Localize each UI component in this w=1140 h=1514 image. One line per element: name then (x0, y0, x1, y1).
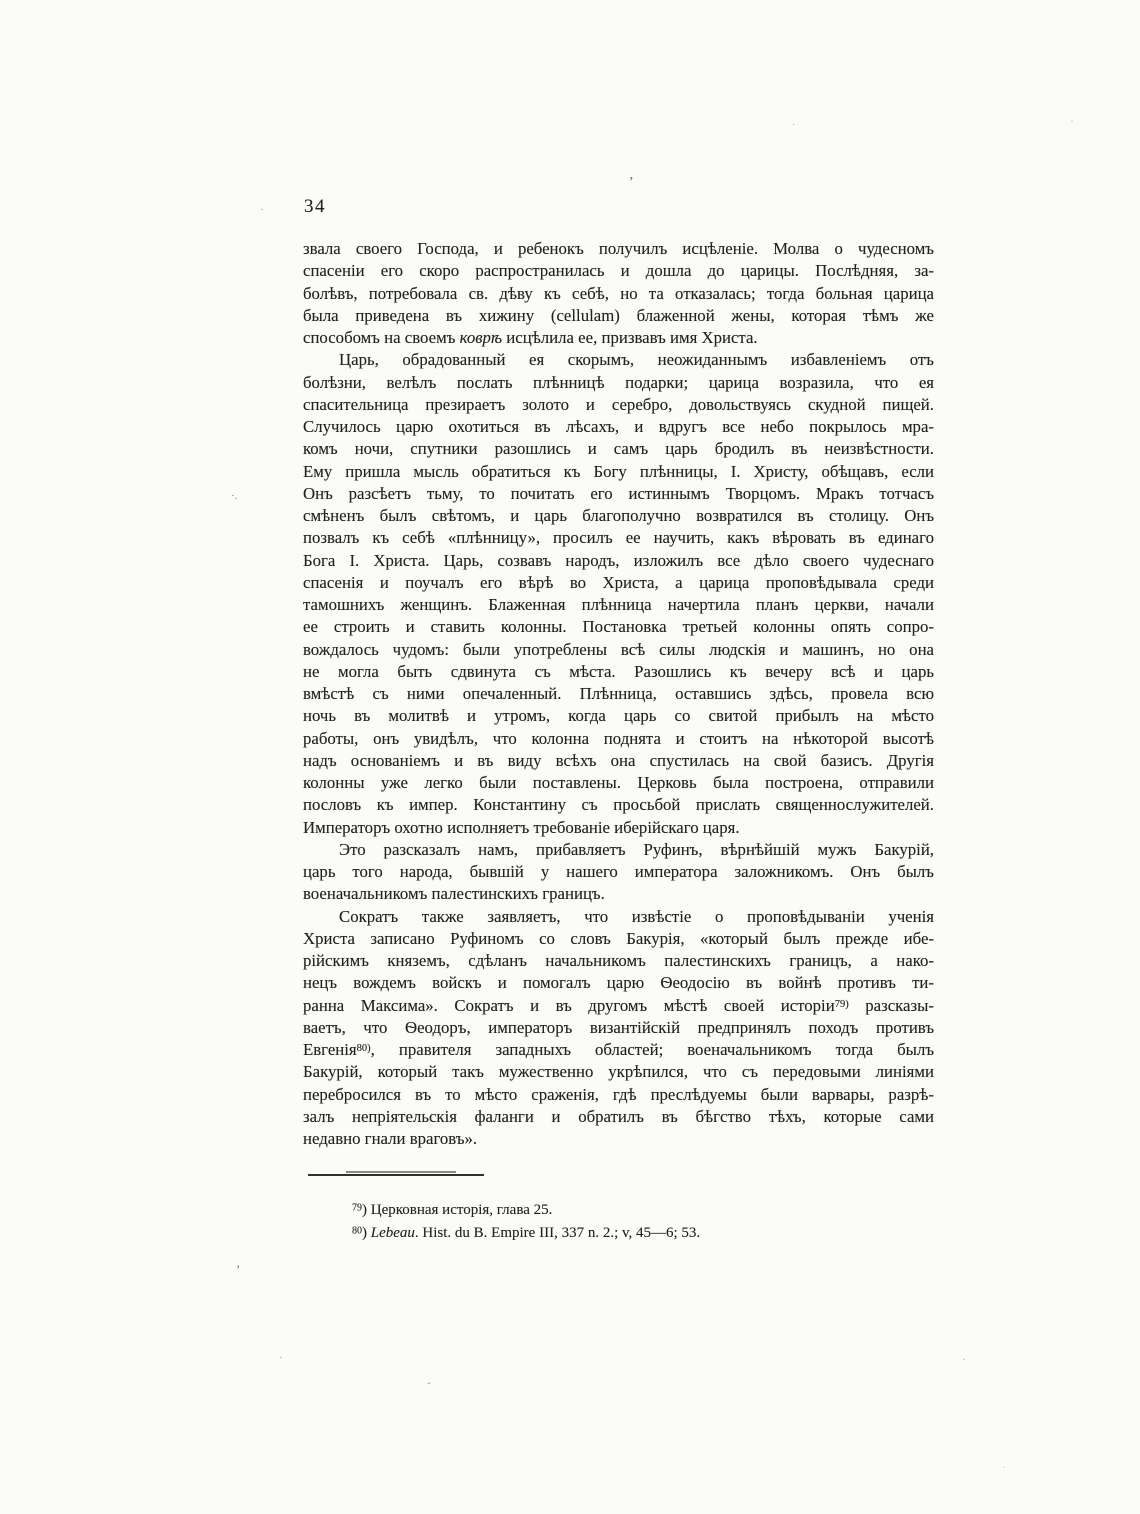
text-line: недавно гнали враговъ». (303, 1129, 478, 1148)
footnote-marker: 79 (352, 1202, 362, 1214)
text-line: ночь въ молитвѣ и утромъ, когда царь со свитой прибылъ на мѣсто (303, 706, 934, 726)
text-line: Евгенія$^{80)}$, правителя западныхъ областей; военачальникомъ тогда былъ (303, 1040, 934, 1059)
text-line: вождалось чудомъ: были употреблены всѣ силы людскія и машинъ, но она (303, 639, 934, 659)
text-line: перебросился въ то мѣсто сраженія, гдѣ преслѣдуемы были варвары, разрѣ- (303, 1084, 934, 1104)
text-line: Бога І. Христа. Царь, созвавъ народъ, изложилъ все дѣло своего чудеснаго (303, 550, 934, 570)
text-line: рійскимъ княземъ, сдѣланъ начальникомъ палестинскихъ границъ, а нако- (303, 951, 934, 970)
scan-speckle: ’ (629, 175, 634, 190)
scan-speckle: · (962, 1354, 966, 1366)
scan-speckle: · (1002, 1463, 1006, 1474)
scan-speckle: · (279, 1352, 283, 1364)
text-line: Случилось царю охотиться въ лѣсахъ, и вдругъ все небо покрылось мра- (303, 417, 934, 436)
footnote: $^{80}$) Lebeau. Hist. du B. Empire III, 337 n. 2.; v, 45—6; 53. (352, 1225, 701, 1241)
text-line: залъ непріятельскія фаланги и обратилъ въ бѣгство тѣхъ, которые сами (303, 1106, 934, 1126)
footnote: $^{79}$) Церковная исторія, глава 25. (352, 1202, 553, 1218)
text-line: болѣвъ, потребовала св. дѣву къ себѣ, но та отказалась; тогда больная царица (303, 283, 934, 303)
text-line: спасительница презираетъ золото и серебро, довольствуясь скудной пищей. (303, 394, 934, 414)
text-line: Христа записано Руфиномъ со словъ Бакурія, «который былъ прежде ибе- (303, 928, 934, 948)
footnote-separator-rule (308, 1174, 484, 1176)
text-line: комъ ночи, спутники разошлись и самъ царь бродилъ въ неизвѣстности. (303, 439, 934, 459)
text-line: пословъ къ импер. Константину съ просьбой прислать священнослужителей. (303, 795, 934, 815)
text-line: болѣзни, велѣлъ послать плѣнницѣ подарки; царица возразила, что ея (303, 372, 934, 392)
text-line: Бакурій, который такъ мужественно укрѣпился, что съ передовыми линіями (303, 1062, 934, 1082)
page-number: 34 (304, 196, 326, 217)
footnote-marker: 80 (352, 1225, 362, 1237)
text-line: Это разсказалъ намъ, прибавляетъ Руфинъ, вѣрнѣйшій мужъ Бакурій, (339, 839, 934, 859)
text-line: военачальникомъ палестинскихъ границъ. (303, 884, 605, 904)
scan-speckle: · (1070, 114, 1074, 128)
text-line: спасеніи его скоро распространилась и дошла до царицы. Послѣдняя, за- (303, 261, 934, 281)
paragraph (303, 906, 934, 1151)
body-text (303, 238, 934, 1150)
text-line: ее строить и ставить колонны. Постановка третьей колонны опять сопро- (303, 617, 934, 637)
text-line: способомъ на своемъ коврѣ исцѣлила ее, призвавъ имя Христа. (303, 328, 758, 347)
scan-speckle: · (260, 202, 264, 216)
text-line: работы, онъ увидѣлъ, что колонна поднята и стоитъ на нѣкоторой высотѣ (303, 728, 934, 748)
scan-speckle: ˇ (427, 1381, 431, 1393)
text-line: надъ основаніемъ и въ виду всѣхъ она спустилась на свой базисъ. Другія (303, 750, 934, 770)
text-line: колонны уже легко были поставлены. Церковь была построена, отправили (303, 773, 934, 792)
text-line: была приведена въ хижину (cellulam) блаженной жены, которая тѣмъ же (303, 305, 934, 325)
text-line: спасенія и поучалъ его вѣрѣ во Христа, а царица проповѣдывала среди (303, 572, 934, 592)
paragraph (303, 839, 934, 906)
text-line: ваетъ, что Ѳеодоръ, императоръ византійскій предпринялъ походъ противъ (303, 1017, 934, 1037)
text-line: не могла быть сдвинута съ мѣста. Разошлись къ вечеру всѣ и царь (303, 661, 934, 681)
text-line: вмѣстѣ съ ними опечаленный. Плѣнница, оставшись здѣсь, провела всю (303, 684, 934, 703)
text-line: звала своего Господа, и ребенокъ получилъ исцѣленіе. Молва о чудесномъ (303, 239, 934, 258)
text-line: ранна Максима». Сократъ и въ другомъ мѣстѣ своей исторіи$^{79)}$ разсказы- (303, 995, 934, 1015)
text-line: смѣненъ былъ свѣтомъ, и царь благополучно возвратился въ столицу. Онъ (303, 506, 934, 525)
scan-speckle: · (792, 120, 796, 131)
text-line: Ему пришла мысль обратиться къ Богу плѣнницы, І. Христу, обѣщавъ, если (303, 461, 934, 481)
text-line: Сократъ также заявляетъ, что извѣстіе о проповѣдываніи ученія (339, 906, 934, 926)
text-line: Онъ разсѣетъ тьму, то почитать его истиннымъ Творцомъ. Мракъ тотчасъ (303, 483, 934, 503)
paragraph (303, 238, 934, 349)
scan-speckle: ’ (236, 1262, 241, 1277)
text-line: нецъ вождемъ войскъ и помогалъ царю Ѳеодосію въ войнѣ противъ ти- (303, 973, 934, 993)
text-line: Царь, обрадованный ея скорымъ, неожиданнымъ избавленіемъ отъ (339, 350, 934, 370)
text-line: Императоръ охотно исполняетъ требованіе иберійскаго царя. (303, 817, 740, 837)
footnotes (303, 1199, 943, 1245)
scan-speckle: ·. (231, 490, 238, 502)
text-line: позвалъ къ себѣ «плѣнницу», просилъ ее научить, какъ вѣровать въ единаго (303, 528, 934, 548)
text-line: царь того народа, бывшій у нашего императора заложникомъ. Онъ былъ (303, 862, 934, 881)
paragraph (303, 349, 934, 839)
text-line: тамошнихъ женщинъ. Блаженная плѣнница начертила планъ церкви, начали (303, 595, 934, 614)
